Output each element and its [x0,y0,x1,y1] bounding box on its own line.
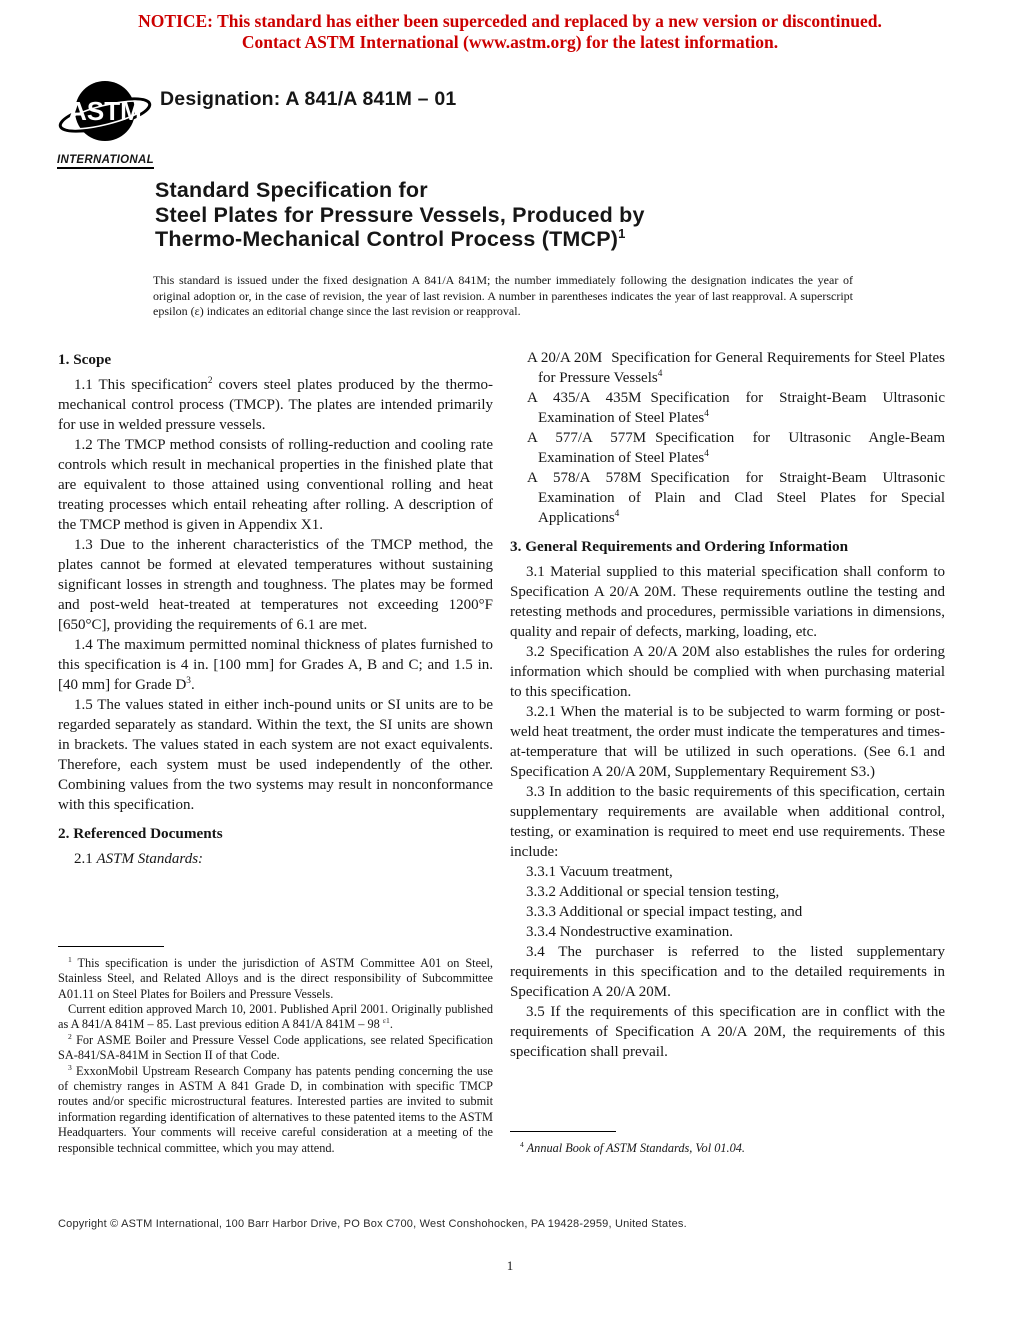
title-line-1: Standard Specification for [155,178,428,202]
title-footnote-marker: 1 [618,225,626,241]
astm-logo-international: INTERNATIONAL [57,154,154,169]
footnote-1: $^1$ This specification is under the jurisdiction of ASTM Committee A01 on Steel, Stainless Steel, and Related Alloys and is the direct responsibility of Subcommittee A01.11 on Steel Plates for Boilers and Pressure Vessels. [58,954,493,1001]
title-line-3-text: Thermo-Mechanical Control Process (TMCP) [155,227,619,251]
notice-line-2: Contact ASTM International (www.astm.org) for the latest information. [241,32,779,52]
astm-logo-text: ASTM [68,96,142,126]
footnote-ref-2: 2 [207,376,213,386]
paragraph-3-1: 3.1 Material supplied to this material specification shall conform to Specification A 20/A 20M. These requirements outline the testing and retesting methods and procedures, permissible variations in dimensions, quality and repair of defects, marking, loading, etc. [510,564,945,640]
copyright-line: Copyright © ASTM International, 100 Barr Harbor Drive, PO Box C700, West Conshohocken, PA 19428-2959, United States. [58,1218,687,1230]
reference-item: A 577/A 577M Specification for Ultrasonic Angle-Beam Examination of Steel Plates$^4$ [527,430,945,466]
footnote-divider [510,1131,616,1132]
standard-title [155,178,915,252]
paragraph-3-3-1: 3.3.1 Vacuum treatment, [526,864,673,880]
paragraph-3-3-2: 3.3.2 Additional or special tension testing, [526,884,780,900]
paragraph-1-3: 1.3 Due to the inherent characteristics of the TMCP method, the plates cannot be formed at elevated temperatures without sustaining significant losses in strength and toughness. The plates may be formed and post-weld heat-treated at temperatures not exceeding 1200°F [650°C], providing the requirements of 6.1 are met. [58,537,493,633]
section-2-heading: 2. Referenced Documents [58,825,223,842]
designation: Designation: A 841/A 841M – 01 [160,88,457,110]
footnote-4: $^4$ Annual Book of ASTM Standards, Vol 01.04. [520,1139,745,1155]
left-footnotes [58,946,493,1156]
footnote-2: $^2$ For ASME Boiler and Pressure Vessel Code applications, see related Specification SA-841/SA-841M in Section II of that Code. [58,1031,493,1063]
body-columns [58,348,945,1156]
title-line-2: Steel Plates for Pressure Vessels, Produced by [155,202,645,227]
notice-line-1: NOTICE: This standard has either been superceded and replaced by a new version or discontinued. [138,11,882,31]
paragraph-3-2-1: 3.2.1 When the material is to be subjected to warm forming or post-weld heat treatment, the order must indicate the temperatures and times-at-temperature that will be utilized in such operations. (See 6.1 and Specification A 20/A 20M, Supplementary Requirement S3.) [510,704,945,780]
reference-item: A 578/A 578M Specification for Straight-Beam Ultrasonic Examination of Plain and Clad Steel Plates for Special Applications$^4$ [527,470,946,526]
paragraph-1-5: 1.5 The values stated in either inch-pound units or SI units are to be regarded separately as standard. Within the text, the SI units are shown in brackets. The values stated in each system are not exact equivalents. Therefore, each system must be used independently of the other. Combining values from the two systems may result in nonconformance with this specification. [58,697,493,813]
paragraph-2-1: 2.1 ASTM Standards: [74,851,204,867]
footnote-ref-3: 3 [186,676,191,686]
paragraph-3-2: 3.2 Specification A 20/A 20M also establishes the rules for ordering information which should be complied with when purchasing material to this specification. [510,644,945,700]
paragraph-3-3-4: 3.3.4 Nondestructive examination. [526,924,734,940]
paragraph-1-1: 1.1 This specification$^2$ covers steel plates produced by the thermo-mechanical control process (TMCP). The plates are intended primarily for use in welded pressure vessels. [58,376,494,433]
astm-globe-icon [57,78,153,150]
reference-item: A 20/A 20M Specification for General Requirements for Steel Plates for Pressure Vessels$^4$ [527,350,945,386]
paragraph-3-3-3: 3.3.3 Additional or special impact testing, and [526,904,803,920]
paragraph-1-2: 1.2 The TMCP method consists of rolling-reduction and cooling rate controls which result in mechanical properties in the finished plate that are equivalent to those attained using conventional rolling and heat treating processes which entail reheating after rolling. A description of the TMCP method is given in Appendix X1. [58,437,493,533]
issuance-preamble: This standard is issued under the fixed designation A 841/A 841M; the number immediately following the designation indicates the year of original adoption or, in the case of revision, the year of last revision. A number in parentheses indicates the year of last reapproval. A superscript epsilon (ε) indicates an editorial change since the last revision or reapproval. [153,273,853,319]
title-line-3 [155,227,915,252]
paragraph-3-5: 3.5 If the requirements of this specification are in conflict with the requirements of Specification A 20/A 20M, the requirements of this specification shall prevail. [510,1004,945,1060]
footnote-1-edition: Current edition approved March 10, 2001. Published April 2001. Originally published as A 841/A 841M – 85. Last previous edition A 841/A 841M – 98 $^{\varepsilon 1}$. [58,1001,493,1032]
footnote-divider [58,946,164,947]
page-number: 1 [506,1258,514,1273]
astm-logo [57,78,153,169]
right-column [510,348,945,1156]
section-1-heading: 1. Scope [58,351,112,368]
footnote-3: $^3$ ExxonMobil Upstream Research Company has patents pending concerning the use of chemistry ranges in ASTM A 841 Grade D, in combination with specific TMCP routes and/or specific microstructural features. Interested parties are invited to submit information regarding identification of alternatives to these patented items to the ASTM Headquarters. Your comments will receive careful consideration at a meeting of the responsible technical committee, which you may attend. [58,1062,493,1155]
section-3-heading: 3. General Requirements and Ordering Information [510,538,849,555]
document-header [57,78,957,168]
left-column [58,348,493,1156]
paragraph-1-4: 1.4 The maximum permitted nominal thickness of plates furnished to this specification is 4 in. [100 mm] for Grades A, B and C; and 1.5 in. [40 mm] for Grade $D^3$. [58,637,493,693]
reference-item: A 435/A 435M Specification for Straight-Beam Ultrasonic Examination of Steel Plates$^4$ [527,390,946,426]
right-footnotes [510,1131,945,1156]
paragraph-3-4: 3.4 The purchaser is referred to the listed supplementary requirements in this specification and to the detailed requirements in Specification A 20/A 20M. [510,944,945,1000]
paragraph-3-3: 3.3 In addition to the basic requirements of this specification, certain supplementary requirements are available when additional control, testing, or examination is required to meet end use requirements. These include: [510,784,945,860]
supersession-notice [0,0,1020,53]
